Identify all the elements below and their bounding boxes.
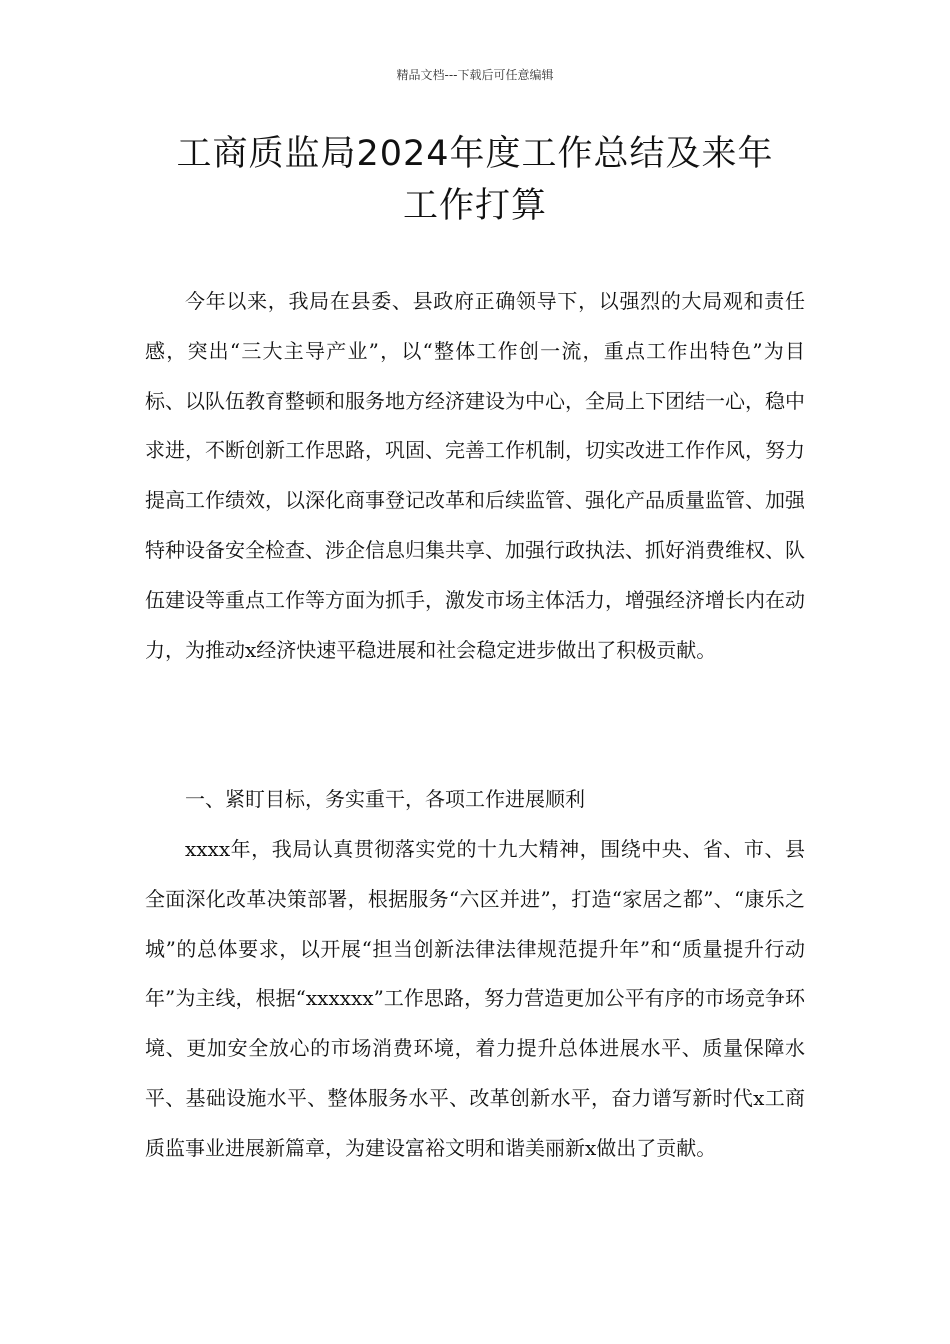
section-heading-1: 一、紧盯目标，务实重干，各项工作进展顺利 bbox=[185, 787, 585, 811]
intro-paragraph: 今年以来，我局在县委、县政府正确领导下，以强烈的大局观和责任感，突出“三大主导产业”，以“整体工作创一流，重点工作出特色”为目标、以队伍教育整顿和服务地方经济建设为中心，全局上下团结一心，稳中求进，不断创新工作思路，巩固、完善工作机制，切实改进工作作风，努力提高工作绩效，以深化商事登记改革和后续监管、强化产品质量监管、加强特种设备安全检查、涉企信息归集共享、加强行政执法、抓好消费维权、队伍建设等重点工作等方面为抓手，激发市场主体活力，增强经济增长内在动力，为推动x经济快速平稳进展和社会稳定进步做出了积极贡献。 bbox=[145, 289, 805, 662]
header-note: 精品文档---下载后可任意编辑 bbox=[396, 68, 554, 82]
document-title bbox=[140, 128, 810, 232]
title-line-2: 工作打算 bbox=[402, 186, 547, 226]
title-line-1: 工商质监局2024年度工作总结及来年 bbox=[176, 134, 774, 174]
section-1-paragraph: xxxx年，我局认真贯彻落实党的十九大精神，围绕中央、省、市、县全面深化改革决策部署，根据服务“六区并进”，打造“家居之都”、“康乐之城”的总体要求，以开展“担当创新法律法律规范提升年”和“质量提升行动年”为主线，根据“xxxxxx”工作思路，努力营造更加公平有序的市场竞争环境、更加安全放心的市场消费环境，着力提升总体进展水平、质量保障水平、基础设施水平、整体服务水平、改革创新水平，奋力谱写新时代x工商质监事业进展新篇章，为建设富裕文明和谐美丽新x做出了贡献。 bbox=[145, 837, 805, 1160]
